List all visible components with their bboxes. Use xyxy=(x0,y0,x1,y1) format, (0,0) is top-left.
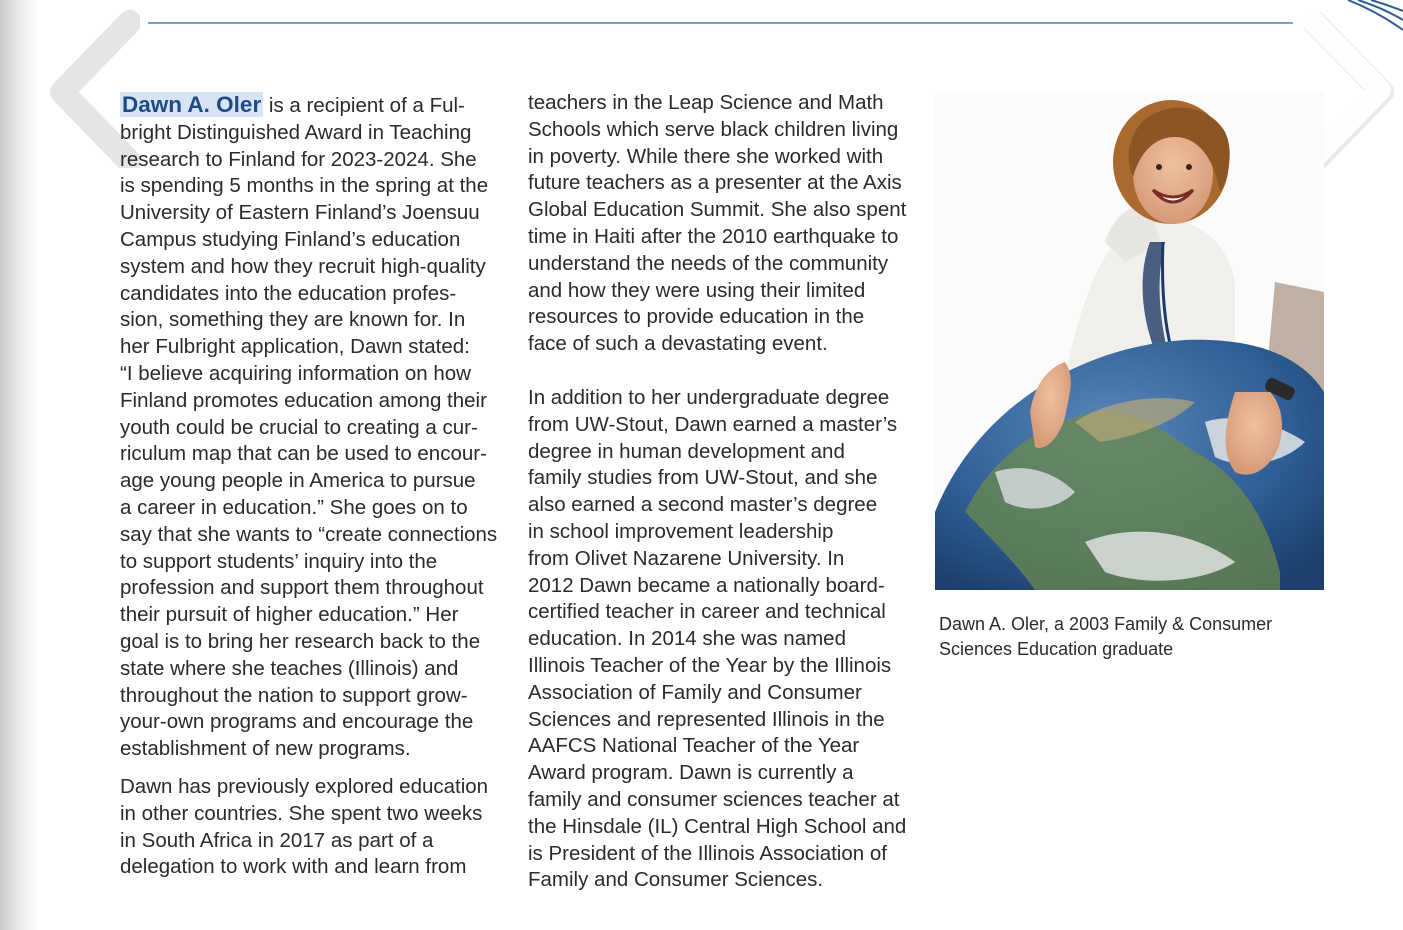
photo-caption: Dawn A. Oler, a 2003 Family & Consumer Sciences Education graduate xyxy=(939,614,1273,659)
paragraph-gap xyxy=(120,763,520,774)
photo-illustration xyxy=(935,92,1324,590)
article-column-1 xyxy=(120,92,520,881)
article-paragraph-2: Dawn has previously explored education in other countries. She spent two weeks in South Africa in 2017 as part of a delegation to work with and learn from xyxy=(120,774,489,879)
article-paragraph-4: In addition to her undergraduate degree from UW-Stout, Dawn earned a master’s degree in human development and family studies from UW-Stout, and she also earned a second master’s degree in school improvement leadership from Olivet Nazarene University. In 2012 Dawn became a nationally board- certified teacher in career and technical education. In 2014 she was named Illinois Teacher of the Year by the Illinois Association of Family and Consumer Sciences and represented Illinois in the AAFCS National Teacher of the Year Award program. Dawn is currently a family and consumer sciences teacher at the Hinsdale (IL) Central High School and is President of the Illinois Association of Family and Consumer Sciences. xyxy=(528,385,907,892)
paragraph-1-text: is a recipient of a Ful- bright Distinguished Award in Teaching research to Finland for 2023-2024. She is spending 5 months in the spring at the University of Eastern Finland’s Joensuu Campus studying Finland’s education system and how they recruit high-quality candidates into the education profes- sion, something they are known for. In her Fulbright application, Dawn stated: “I believe acquiring information on how Finland promotes education among their youth could be crucial to creating a cur- riculum map that can be used to encour- age young people in America to pursue a career in education.” She goes on to say that she wants to “create connections to support students’ inquiry into the profession and support them throughout their pursuit of higher education.” Her goal is to bring her research back to the state where she teaches (Illinois) and throughout the nation to support grow- your-own programs and encourage the establishment of new programs. xyxy=(120,94,498,761)
highlighted-name[interactable]: Dawn A. Oler xyxy=(122,92,262,117)
portrait-photo xyxy=(935,92,1324,590)
page-gutter-shadow xyxy=(0,0,40,930)
article-paragraph-3: teachers in the Leap Science and Math Schools which serve black children living in poverty. While there she worked with future teachers as a presenter at the Axis Global Education Summit. She also spent time in Haiti after the 2010 earthquake to understand the needs of the community and how they were using their limited resources to provide education in the face of such a devastating event. xyxy=(528,91,907,356)
article-paragraph-1 xyxy=(120,92,520,763)
article-column-2 xyxy=(528,90,918,894)
paragraph-gap xyxy=(528,358,918,385)
header-rule xyxy=(148,22,1293,24)
